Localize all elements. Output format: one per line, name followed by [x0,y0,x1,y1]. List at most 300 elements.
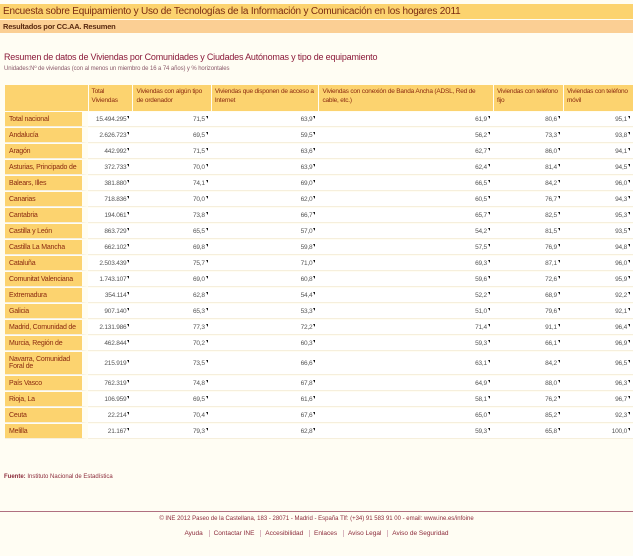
table-cell [88,256,133,271]
cell-value: 100,0 [611,427,627,435]
note-flag-icon[interactable] [558,212,560,215]
cell-value: 718.836 [104,195,127,203]
cell-value: 69,5 [192,131,205,139]
table-cell [493,336,563,351]
cell-value: 66,1 [545,339,557,347]
note-flag-icon[interactable] [313,276,315,279]
table-cell [211,408,319,423]
table-title: Resumen de datos de Viviendas por Comunidades y Ciudades Autónomas y tipo de equipamiento [4,52,378,62]
column-header-telefono-movil: Viviendas con teléfono móvil [563,85,633,111]
cell-value: 94,3 [615,195,627,203]
note-flag-icon[interactable] [628,308,630,311]
note-flag-icon[interactable] [558,340,560,343]
table-cell [318,240,493,255]
cell-value: 2.503.439 [99,259,127,267]
note-flag-icon[interactable] [127,228,129,231]
table-cell [211,272,319,287]
table-cell [211,128,319,143]
cell-value: 69,0 [300,179,313,187]
cell-value: 372.733 [104,163,127,171]
table-row [5,112,633,127]
table-row [5,320,633,335]
cell-value: 87,1 [545,259,557,267]
note-flag-icon[interactable] [206,340,208,343]
cell-value: 93,8 [615,131,627,139]
note-flag-icon[interactable] [628,228,630,231]
note-flag-icon[interactable] [558,180,560,183]
note-flag-icon[interactable] [127,308,129,311]
note-flag-icon[interactable] [127,148,129,151]
table-cell [493,352,563,375]
row-region-label: Extremadura [5,288,88,303]
note-flag-icon[interactable] [558,196,560,199]
table-cell [132,376,210,391]
note-flag-icon[interactable] [206,116,208,119]
note-flag-icon[interactable] [488,308,490,311]
cell-value: 94,5 [615,163,627,171]
table-row [5,192,633,207]
footer-link-enlaces[interactable]: Enlaces [309,530,341,537]
table-row [5,256,633,271]
table-header-row [5,85,633,111]
table-cell [563,376,633,391]
footer-link-aviso-seguridad[interactable]: Aviso de Seguridad [387,530,452,537]
note-flag-icon[interactable] [628,196,630,199]
note-flag-icon[interactable] [488,428,490,431]
table-cell [318,320,493,335]
cell-value: 84,2 [545,179,557,187]
table-cell [318,304,493,319]
cell-value: 863.729 [104,227,127,235]
note-flag-icon[interactable] [127,132,129,135]
table-cell [132,240,210,255]
cell-value: 61,6 [300,395,313,403]
note-flag-icon[interactable] [127,428,129,431]
note-flag-icon[interactable] [628,292,630,295]
cell-value: 354.114 [104,291,127,299]
note-flag-icon[interactable] [628,412,630,415]
table-row [5,352,633,375]
note-flag-icon[interactable] [206,260,208,263]
cell-value: 62,8 [300,427,313,435]
note-flag-icon[interactable] [628,324,630,327]
note-flag-icon[interactable] [313,196,315,199]
note-flag-icon[interactable] [628,164,630,167]
table-cell [211,112,319,127]
table-cell [493,144,563,159]
note-flag-icon[interactable] [313,340,315,343]
note-flag-icon[interactable] [127,212,129,215]
table-row [5,128,633,143]
cell-value: 215.919 [104,359,127,367]
note-flag-icon[interactable] [127,360,129,363]
table-cell [493,224,563,239]
note-flag-icon[interactable] [558,292,560,295]
cell-value: 84,2 [545,359,557,367]
table-cell [211,304,319,319]
cell-value: 57,5 [475,243,487,251]
note-flag-icon[interactable] [313,116,315,119]
table-cell [318,112,493,127]
note-flag-icon[interactable] [488,396,490,399]
cell-value: 93,5 [615,227,627,235]
cell-value: 62,7 [475,147,487,155]
note-flag-icon[interactable] [206,412,208,415]
note-flag-icon[interactable] [628,396,630,399]
note-flag-icon[interactable] [628,212,630,215]
note-flag-icon[interactable] [628,360,630,363]
note-flag-icon[interactable] [313,212,315,215]
note-flag-icon[interactable] [313,292,315,295]
row-region-label: Balears, Illes [5,176,88,191]
note-flag-icon[interactable] [313,324,315,327]
note-flag-icon[interactable] [628,276,630,279]
footer-link-ayuda[interactable]: Ayuda [184,530,203,537]
table-cell [88,128,133,143]
cell-value: 69,8 [192,243,205,251]
note-flag-icon[interactable] [488,180,490,183]
survey-title: Encuesta sobre Equipamiento y Uso de Tecnologías de la Información y Comunicación en los hogares 2011 [0,4,633,19]
note-flag-icon[interactable] [628,148,630,151]
cell-value: 65,3 [192,307,205,315]
cell-value: 59,8 [300,243,313,251]
note-flag-icon[interactable] [488,360,490,363]
cell-value: 96,4 [615,323,627,331]
note-flag-icon[interactable] [206,276,208,279]
cell-value: 67,6 [300,411,313,419]
column-header-banda-ancha: Viviendas con conexión de Banda Ancha (ADSL, Red de cable, etc.) [318,85,493,111]
table-cell [88,336,133,351]
note-flag-icon[interactable] [558,428,560,431]
table-row [5,240,633,255]
table-units: Unidades:Nº de viviendas (con al menos un miembro de 16 a 74 años) y % horizontales [4,66,230,72]
note-flag-icon[interactable] [488,132,490,135]
table-cell [211,160,319,175]
cell-value: 21.167 [107,427,127,435]
note-flag-icon[interactable] [558,244,560,247]
note-flag-icon[interactable] [558,228,560,231]
note-flag-icon[interactable] [488,116,490,119]
cell-value: 88,0 [545,379,557,387]
cell-value: 95,1 [615,115,627,123]
table-cell [318,160,493,175]
table-cell [132,192,210,207]
cell-value: 92,2 [615,291,627,299]
note-flag-icon[interactable] [313,260,315,263]
note-flag-icon[interactable] [206,324,208,327]
note-flag-icon[interactable] [488,212,490,215]
note-flag-icon[interactable] [558,324,560,327]
note-flag-icon[interactable] [628,180,630,183]
table-cell [318,256,493,271]
note-flag-icon[interactable] [206,228,208,231]
note-flag-icon[interactable] [313,244,315,247]
table-cell [493,128,563,143]
column-header-ordenador: Viviendas con algún tipo de ordenador [132,85,210,111]
table-cell [211,256,319,271]
cell-value: 69,3 [475,259,487,267]
cell-value: 70,0 [192,163,205,171]
table-cell [88,240,133,255]
source-text: Instituto Nacional de Estadística [27,474,113,480]
cell-value: 56,2 [475,131,487,139]
cell-value: 80,6 [545,115,557,123]
note-flag-icon[interactable] [206,244,208,247]
note-flag-icon[interactable] [127,292,129,295]
table-cell [211,336,319,351]
note-flag-icon[interactable] [558,116,560,119]
cell-value: 70,0 [192,195,205,203]
note-flag-icon[interactable] [127,396,129,399]
note-flag-icon[interactable] [488,276,490,279]
cell-value: 92,3 [615,411,627,419]
table-cell [563,128,633,143]
cell-value: 96,0 [615,179,627,187]
table-cell [132,176,210,191]
footer-link-aviso-legal[interactable]: Aviso Legal [343,530,386,537]
note-flag-icon[interactable] [313,428,315,431]
cell-value: 74,1 [192,179,205,187]
note-flag-icon[interactable] [127,340,129,343]
note-flag-icon[interactable] [558,132,560,135]
cell-value: 73,3 [545,131,557,139]
cell-value: 762.319 [104,379,127,387]
table-cell [318,144,493,159]
table-cell [132,352,210,375]
cell-value: 59,3 [475,339,487,347]
note-flag-icon[interactable] [206,428,208,431]
table-cell [88,144,133,159]
table-row [5,208,633,223]
table-cell [493,272,563,287]
note-flag-icon[interactable] [558,396,560,399]
table-cell [211,424,319,439]
cell-value: 106.959 [104,395,127,403]
note-flag-icon[interactable] [313,180,315,183]
table-row [5,376,633,391]
cell-value: 62,4 [475,163,487,171]
table-cell [211,240,319,255]
note-flag-icon[interactable] [127,260,129,263]
table-cell [211,192,319,207]
table-cell [132,128,210,143]
cell-value: 72,6 [545,275,557,283]
note-flag-icon[interactable] [558,148,560,151]
cell-value: 52,2 [475,291,487,299]
note-flag-icon[interactable] [313,396,315,399]
note-flag-icon[interactable] [127,324,129,327]
table-cell [318,392,493,407]
note-flag-icon[interactable] [558,260,560,263]
note-flag-icon[interactable] [558,308,560,311]
note-flag-icon[interactable] [488,380,490,383]
row-region-label: Ceuta [5,408,88,423]
cell-value: 74,8 [192,379,205,387]
note-flag-icon[interactable] [488,196,490,199]
cell-value: 66,7 [300,211,313,219]
cell-value: 59,6 [475,275,487,283]
note-flag-icon[interactable] [127,116,129,119]
note-flag-icon[interactable] [313,164,315,167]
note-flag-icon[interactable] [558,412,560,415]
column-header-internet: Viviendas que disponen de acceso a Internet [211,85,319,111]
note-flag-icon[interactable] [127,164,129,167]
cell-value: 62,8 [192,291,205,299]
cell-value: 76,2 [545,395,557,403]
table-cell [132,288,210,303]
cell-value: 96,0 [615,259,627,267]
note-flag-icon[interactable] [206,212,208,215]
cell-value: 59,5 [300,131,313,139]
note-flag-icon[interactable] [313,412,315,415]
cell-value: 79,3 [192,427,205,435]
note-flag-icon[interactable] [206,360,208,363]
cell-value: 60,5 [475,195,487,203]
note-flag-icon[interactable] [206,164,208,167]
cell-value: 69,5 [192,395,205,403]
table-cell [493,288,563,303]
table-cell [211,208,319,223]
table-cell [318,272,493,287]
note-flag-icon[interactable] [127,276,129,279]
note-flag-icon[interactable] [127,412,129,415]
note-flag-icon[interactable] [313,132,315,135]
note-flag-icon[interactable] [628,260,630,263]
table-cell [318,176,493,191]
table-cell [493,176,563,191]
cell-value: 96,7 [615,395,627,403]
footer-links [0,530,633,537]
row-region-label: Andalucía [5,128,88,143]
table-row [5,304,633,319]
cell-value: 62,0 [300,195,313,203]
row-region-label: Cantabria [5,208,88,223]
note-flag-icon[interactable] [488,148,490,151]
table-cell [211,376,319,391]
footer-link-contactar[interactable]: Contactar INE [209,530,259,537]
note-flag-icon[interactable] [628,380,630,383]
table-cell [563,272,633,287]
table-cell [132,112,210,127]
cell-value: 65,7 [475,211,487,219]
note-flag-icon[interactable] [628,116,630,119]
cell-value: 71,5 [192,115,205,123]
note-flag-icon[interactable] [313,360,315,363]
cell-value: 94,8 [615,243,627,251]
table-cell [563,336,633,351]
table-cell [132,256,210,271]
note-flag-icon[interactable] [127,180,129,183]
row-region-label: Canarias [5,192,88,207]
note-flag-icon[interactable] [488,228,490,231]
cell-value: 96,9 [615,339,627,347]
table-cell [211,176,319,191]
note-flag-icon[interactable] [488,292,490,295]
note-flag-icon[interactable] [628,428,630,431]
table-cell [88,408,133,423]
table-row [5,272,633,287]
table-cell [493,376,563,391]
table-cell [493,160,563,175]
cell-value: 1.743.107 [99,275,127,283]
note-flag-icon[interactable] [127,244,129,247]
table-cell [493,256,563,271]
table-row [5,408,633,423]
table-cell [132,160,210,175]
row-region-label: Castilla y León [5,224,88,239]
table-cell [88,320,133,335]
note-flag-icon[interactable] [628,244,630,247]
note-flag-icon[interactable] [313,380,315,383]
table-cell [563,408,633,423]
data-table [5,84,633,440]
note-flag-icon[interactable] [488,260,490,263]
note-flag-icon[interactable] [206,292,208,295]
note-flag-icon[interactable] [206,380,208,383]
cell-value: 95,9 [615,275,627,283]
note-flag-icon[interactable] [558,276,560,279]
table-cell [88,304,133,319]
note-flag-icon[interactable] [628,132,630,135]
row-region-label: Asturias, Principado de [5,160,88,175]
cell-value: 54,2 [475,227,487,235]
note-flag-icon[interactable] [628,340,630,343]
table-cell [132,408,210,423]
cell-value: 68,9 [545,291,557,299]
note-flag-icon[interactable] [488,324,490,327]
footer-link-accesibilidad[interactable]: Accesibilidad [260,530,307,537]
table-cell [493,192,563,207]
note-flag-icon[interactable] [313,148,315,151]
note-flag-icon[interactable] [558,360,560,363]
table-cell [88,288,133,303]
table-cell [132,392,210,407]
table-cell [563,176,633,191]
note-flag-icon[interactable] [206,148,208,151]
table-cell [563,240,633,255]
note-flag-icon[interactable] [313,228,315,231]
note-flag-icon[interactable] [558,380,560,383]
table-body [5,112,633,439]
cell-value: 66,6 [300,359,313,367]
note-flag-icon[interactable] [558,164,560,167]
note-flag-icon[interactable] [127,196,129,199]
table-cell [318,408,493,423]
note-flag-icon[interactable] [206,196,208,199]
table-cell [88,224,133,239]
cell-value: 95,3 [615,211,627,219]
table-cell [493,112,563,127]
note-flag-icon[interactable] [488,244,490,247]
note-flag-icon[interactable] [313,308,315,311]
note-flag-icon[interactable] [206,180,208,183]
row-region-label: Murcia, Región de [5,336,88,351]
table-cell [563,144,633,159]
table-cell [318,336,493,351]
note-flag-icon[interactable] [127,380,129,383]
cell-value: 92,1 [615,307,627,315]
note-flag-icon[interactable] [206,308,208,311]
note-flag-icon[interactable] [488,412,490,415]
note-flag-icon[interactable] [488,164,490,167]
note-flag-icon[interactable] [488,340,490,343]
table-cell [563,160,633,175]
cell-value: 63,6 [300,147,313,155]
note-flag-icon[interactable] [206,132,208,135]
cell-value: 65,8 [545,427,557,435]
note-flag-icon[interactable] [206,396,208,399]
cell-value: 94,1 [615,147,627,155]
